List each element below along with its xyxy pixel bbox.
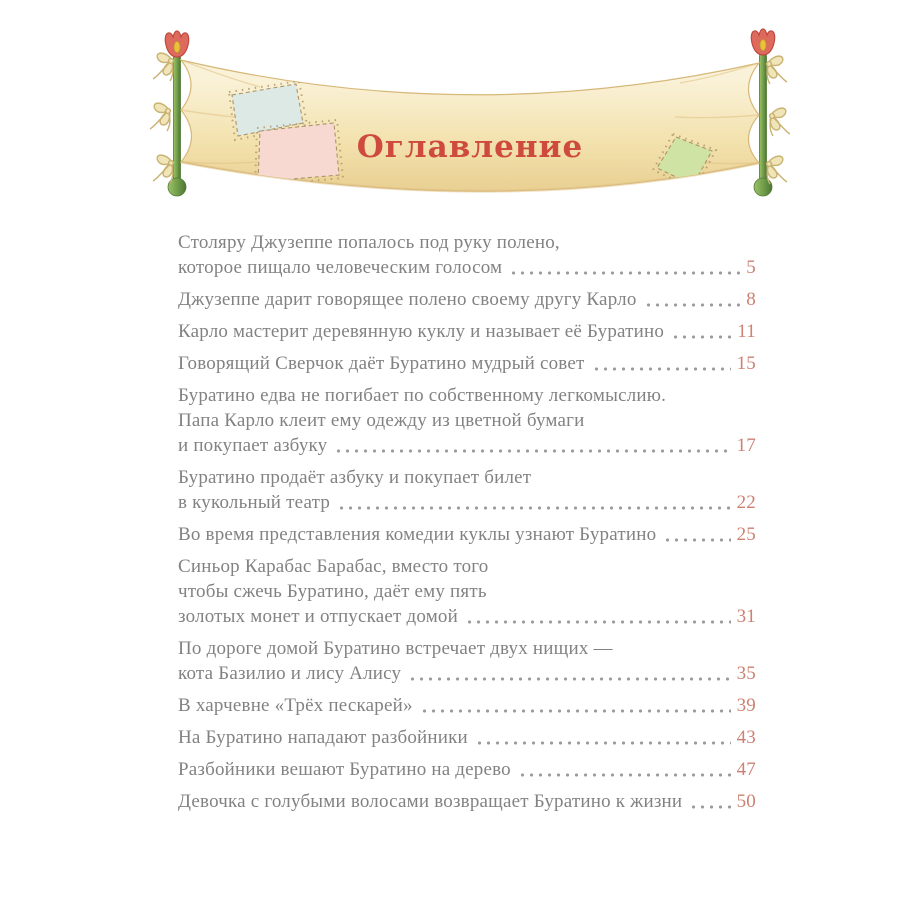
toc-line: Буратино продаёт азбуку и покупает билет (178, 467, 532, 488)
banner-illustration (130, 15, 790, 215)
page-number: 17 (736, 435, 756, 456)
toc-entry (178, 465, 756, 515)
page-number: 25 (736, 524, 756, 545)
toc-line-last (178, 255, 756, 280)
toc-line-last (178, 287, 756, 312)
toc-line: чтобы сжечь Буратино, даёт ему пять (178, 581, 487, 602)
toc-line-last (178, 661, 756, 686)
toc-line-text: Во время представления комедии куклы узнают Буратино (178, 524, 657, 545)
toc-line-text: в кукольный театр (178, 492, 331, 513)
page-number: 5 (746, 257, 756, 278)
toc-line-last (178, 757, 756, 782)
page-number: 47 (736, 759, 756, 780)
toc-line-text: Девочка с голубыми волосами возвращает Буратино к жизни (178, 791, 683, 812)
toc-line-text: и покупает азбуку (178, 435, 328, 456)
toc-list (178, 230, 756, 814)
page-number: 8 (746, 289, 756, 310)
dotted-leader (671, 334, 731, 340)
toc-line-last (178, 351, 756, 376)
toc-entry (178, 230, 756, 280)
toc-entry (178, 319, 756, 344)
toc (178, 230, 756, 821)
toc-line-text: которое пищало человеческим голосом (178, 257, 503, 278)
toc-entry (178, 522, 756, 547)
toc-entry (178, 757, 756, 782)
dotted-leader (465, 619, 731, 625)
tulip-icon (751, 29, 774, 55)
dotted-leader (408, 676, 730, 682)
banner-svg (130, 15, 790, 215)
toc-line-text: На Буратино нападают разбойники (178, 727, 468, 748)
toc-entry (178, 693, 756, 718)
dotted-leader (518, 772, 731, 778)
dotted-leader (592, 366, 731, 372)
toc-line-text: Говорящий Сверчок даёт Буратино мудрый совет (178, 353, 585, 374)
toc-entry (178, 351, 756, 376)
dotted-leader (475, 740, 731, 746)
dotted-leader (689, 804, 730, 810)
toc-line-last (178, 490, 756, 515)
page-number: 22 (736, 492, 756, 513)
toc-line: По дороге домой Буратино встречает двух нищих — (178, 638, 613, 659)
toc-line-text: кота Базилио и лису Алису (178, 663, 402, 684)
toc-line: Столяру Джузеппе попалось под руку полено, (178, 232, 560, 253)
toc-entry (178, 383, 756, 458)
dotted-leader (334, 448, 730, 454)
toc-entry (178, 636, 756, 686)
page-number: 39 (736, 695, 756, 716)
toc-line-text: Джузеппе дарит говорящее полено своему другу Карло (178, 289, 637, 310)
toc-entry (178, 554, 756, 629)
toc-line-last (178, 319, 756, 344)
toc-line: Папа Карло клеит ему одежду из цветной бумаги (178, 410, 585, 431)
page-number: 15 (736, 353, 756, 374)
toc-line-last (178, 725, 756, 750)
toc-line-last (178, 693, 756, 718)
toc-line-text: В харчевне «Трёх пескарей» (178, 695, 413, 716)
toc-line-text: Карло мастерит деревянную куклу и называет её Буратино (178, 321, 665, 342)
page-number: 43 (736, 727, 756, 748)
page-number: 35 (736, 663, 756, 684)
toc-line-last (178, 433, 756, 458)
toc-entry (178, 789, 756, 814)
page-number: 31 (736, 606, 756, 627)
toc-line-last (178, 522, 756, 547)
dotted-leader (644, 302, 741, 308)
toc-line: Синьор Карабас Барабас, вместо того (178, 556, 489, 577)
toc-entry (178, 725, 756, 750)
toc-line-last (178, 789, 756, 814)
toc-line: Буратино едва не погибает по собственному легкомыслию. (178, 385, 667, 406)
toc-entry (178, 287, 756, 312)
toc-line-text: Разбойники вешают Буратино на дерево (178, 759, 511, 780)
page-number: 50 (736, 791, 756, 812)
toc-line-text: золотых монет и отпускает домой (178, 606, 459, 627)
dotted-leader (509, 270, 740, 276)
dotted-leader (663, 537, 730, 543)
page-title: Оглавление (356, 129, 584, 165)
patch-pink (255, 120, 343, 186)
dotted-leader (337, 505, 731, 511)
toc-line-last (178, 604, 756, 629)
tulip-icon (165, 31, 188, 57)
page-number: 11 (737, 321, 756, 342)
dotted-leader (420, 708, 731, 714)
